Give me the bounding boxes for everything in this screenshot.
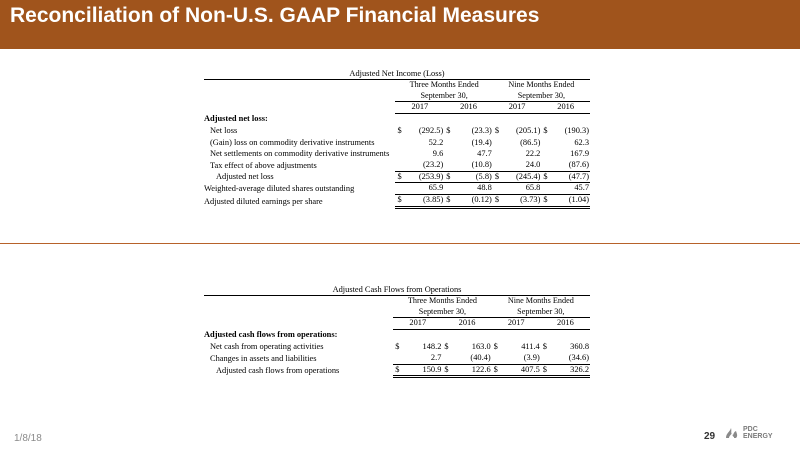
currency-symbol <box>395 160 403 172</box>
row-label: Adjusted net loss <box>216 172 274 182</box>
row-label: Net cash from operating activities <box>210 341 324 351</box>
currency-symbol: $ <box>444 171 452 183</box>
cell-value: (87.6) <box>549 160 590 172</box>
year-header: 2016 <box>444 102 493 114</box>
currency-symbol <box>493 160 501 172</box>
three-months-header: Three Months Ended September 30, <box>409 80 479 100</box>
table-row <box>204 160 590 172</box>
cell-value: 65.8 <box>501 183 542 195</box>
cell-value: 52.2 <box>428 137 444 147</box>
cell-value: (0.12) <box>452 195 493 208</box>
adjusted-cash-flows-table <box>204 284 590 378</box>
cell-value: (40.4) <box>450 353 491 365</box>
cell-value: (5.8) <box>452 171 493 183</box>
cell-value: (205.1) <box>515 125 541 135</box>
currency-symbol <box>444 160 452 172</box>
cell-value: 163.0 <box>471 341 491 351</box>
cell-value: 9.6 <box>432 149 444 159</box>
nine-months-header: Nine Months Ended September 30, <box>507 296 574 316</box>
nine-months-header: Nine Months Ended September 30, <box>508 80 575 100</box>
page-number: 29 <box>704 431 716 442</box>
cell-value: 48.8 <box>452 183 493 195</box>
cell-value: (86.5) <box>520 137 541 147</box>
row-label: Tax effect of above adjustments <box>210 160 317 170</box>
table-row <box>204 341 590 353</box>
row-label: Adjusted cash flows from operations <box>216 366 340 376</box>
table-title: Adjusted Net Income (Loss) <box>204 68 590 80</box>
currency-symbol: $ <box>542 341 547 351</box>
pdc-flame-icon <box>724 426 740 440</box>
currency-symbol <box>541 183 549 195</box>
currency-symbol <box>541 160 549 172</box>
cell-value: 62.3 <box>574 137 589 147</box>
cell-value: 148.2 <box>422 341 442 351</box>
currency-symbol <box>493 137 501 149</box>
cell-value: 360.8 <box>570 341 589 351</box>
cell-value: (47.7) <box>549 171 590 183</box>
cell-value: 407.5 <box>500 364 541 377</box>
currency-symbol: $ <box>492 364 500 377</box>
cell-value: 24.0 <box>501 160 542 172</box>
company-logo <box>724 426 773 440</box>
table-row <box>204 171 590 183</box>
cell-value: 150.9 <box>401 364 442 377</box>
row-label: Changes in assets and liabilities <box>210 353 317 363</box>
cell-value: (3.85) <box>403 195 444 208</box>
currency-symbol <box>541 137 549 149</box>
currency-symbol: $ <box>397 125 402 135</box>
cell-value: (23.2) <box>403 160 444 172</box>
year-header: 2017 <box>395 102 444 114</box>
currency-symbol: $ <box>446 125 451 135</box>
cell-value: (245.4) <box>501 171 542 183</box>
currency-symbol: $ <box>493 171 501 183</box>
cell-value: (34.6) <box>549 353 590 365</box>
table-row <box>204 353 590 365</box>
currency-symbol <box>493 183 501 195</box>
currency-symbol <box>541 148 549 160</box>
year-header: 2016 <box>541 102 590 114</box>
year-header: 2016 <box>442 318 491 330</box>
currency-symbol <box>541 353 549 365</box>
table-row <box>204 125 590 137</box>
row-label: Adjusted diluted earnings per share <box>204 196 323 206</box>
currency-symbol <box>393 353 401 365</box>
table-row <box>204 183 590 195</box>
cell-value: 2.7 <box>401 353 442 365</box>
table-row <box>204 137 590 149</box>
table-title: Adjusted Cash Flows from Operations <box>204 284 590 296</box>
currency-symbol <box>444 137 452 149</box>
currency-symbol: $ <box>395 341 400 351</box>
currency-symbol <box>395 183 403 195</box>
currency-symbol: $ <box>541 364 549 377</box>
currency-symbol: $ <box>494 125 499 135</box>
currency-symbol <box>395 137 403 149</box>
cell-value: (253.9) <box>403 171 444 183</box>
currency-symbol: $ <box>541 171 549 183</box>
currency-symbol: $ <box>442 364 450 377</box>
currency-symbol: $ <box>395 195 403 208</box>
slide-title: Reconciliation of Non-U.S. GAAP Financial Measures <box>10 4 540 27</box>
currency-symbol: $ <box>493 195 501 208</box>
currency-symbol <box>442 353 450 365</box>
cell-value: 22.2 <box>525 149 541 159</box>
cell-value: 45.7 <box>549 183 590 195</box>
table-row <box>204 195 590 208</box>
row-label: Weighted-average diluted shares outstanding <box>204 183 355 193</box>
cell-value: (23.3) <box>471 125 492 135</box>
currency-symbol: $ <box>493 341 498 351</box>
cell-value: 47.7 <box>477 149 492 159</box>
cell-value: 122.6 <box>450 364 491 377</box>
section-divider <box>0 243 800 244</box>
currency-symbol <box>395 148 403 160</box>
currency-symbol <box>493 148 501 160</box>
table-row <box>204 148 590 160</box>
cell-value: (3.9) <box>500 353 541 365</box>
currency-symbol: $ <box>543 125 548 135</box>
year-header: 2016 <box>541 318 590 330</box>
row-label: (Gain) loss on commodity derivative instruments <box>210 137 375 147</box>
cell-value: (19.4) <box>471 137 492 147</box>
currency-symbol: $ <box>444 195 452 208</box>
footer-date: 1/8/18 <box>14 433 42 444</box>
cell-value: 65.9 <box>403 183 444 195</box>
cell-value: (190.3) <box>564 125 589 135</box>
year-header: 2017 <box>493 102 542 114</box>
currency-symbol: $ <box>444 341 449 351</box>
year-header: 2017 <box>393 318 442 330</box>
logo-text-pdc: PDC <box>743 426 758 433</box>
row-label: Net loss <box>210 125 238 135</box>
section-label: Adjusted net loss: <box>204 114 268 124</box>
cell-value: (3.73) <box>501 195 542 208</box>
cell-value: 326.2 <box>549 364 590 377</box>
currency-symbol: $ <box>541 195 549 208</box>
three-months-header: Three Months Ended September 30, <box>407 296 477 316</box>
row-label: Net settlements on commodity derivative instruments <box>210 149 390 159</box>
currency-symbol <box>492 353 500 365</box>
logo-text-energy: ENERGY <box>743 433 773 440</box>
cell-value: (292.5) <box>418 125 444 135</box>
table-row <box>204 364 590 377</box>
currency-symbol <box>444 148 452 160</box>
adjusted-net-income-table <box>204 68 590 209</box>
year-header: 2017 <box>492 318 541 330</box>
cell-value: 411.4 <box>521 341 540 351</box>
currency-symbol: $ <box>395 171 403 183</box>
currency-symbol: $ <box>393 364 401 377</box>
cell-value: (10.8) <box>452 160 493 172</box>
currency-symbol <box>444 183 452 195</box>
cell-value: (1.04) <box>549 195 590 208</box>
cell-value: 167.9 <box>570 149 589 159</box>
section-label: Adjusted cash flows from operations: <box>204 330 338 340</box>
